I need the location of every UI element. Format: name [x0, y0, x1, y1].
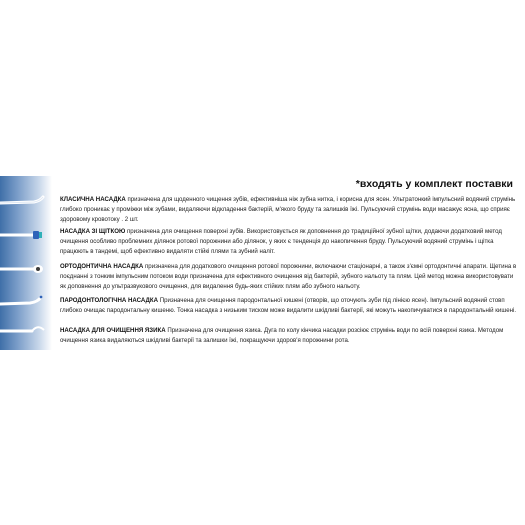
nozzle-description-tongue [60, 326, 518, 346]
nozzle-title: ОРТОДОНТИЧНА НАСАДКА [60, 263, 144, 270]
nozzle-title: НАСАДКА ЗІ ЩІТКОЮ [60, 228, 126, 235]
classic-nozzle-icon [0, 193, 46, 209]
nozzle-description-orthodontic [60, 262, 518, 291]
nozzle-text: Призначена для очищення язика. Дуга по колу кінчика насадки розсіює струмінь води по всій поверхні язика. Методом очищення язика видаляються шкідливі бактерії та залишки їжі, покращуючи здоров'я порожнини рота. [60, 327, 504, 344]
tongue-nozzle-icon [0, 322, 46, 338]
nozzle-image-strip [0, 176, 52, 350]
nozzle-text: призначена для додаткового очищення ротової порожнини, включаючи стаціонарні, а також з'ємні ортодонтичні апарати. Щетина в поєднанні з тонким імпульсним потоком води призначена для ефективного очищення від бактерій, зубного нальоту та плям. Цей метод можна використовувати як доповнення до ультразвукового очищення, для видалення будь-яких стійких плям або зубного нальоту. [60, 263, 517, 290]
brush-nozzle-icon [0, 227, 46, 243]
nozzle-description-classic [60, 195, 518, 224]
included-in-kit-note: *входять у комплект поставки [355, 178, 513, 190]
periodontal-nozzle-icon [0, 292, 46, 308]
nozzle-title: НАСАДКА ДЛЯ ОЧИЩЕННЯ ЯЗИКА [60, 327, 166, 334]
nozzle-title: КЛАСИЧНА НАСАДКА [60, 196, 126, 203]
nozzle-description-periodontal [60, 296, 518, 316]
orthodontic-nozzle-icon [0, 260, 46, 276]
nozzle-text: Призначена для очищення пародонтальної кишені (отворів, що оточують зуби під лінією ясен). Імпульсний водяний стовп глибоко очищає пародонтальну кишеню. Тонка насадка з низьким тиском може видалити шкідливі бактерії, які можуть накопичуватися в пародонтальній кишені. [60, 297, 517, 314]
nozzle-text: призначена для очищення поверхні зубів. Використовується як доповнення до традиційної зубної щітки, додаючи додатковий метод очищення особливо проблемних ділянок ротової порожнини або ділянок, у яких є тенденція до накопичення бруду. Пульсуючий водяний струмінь і щітка працюють в тандемі, щоб ефективно видаляти стійкі плями та зубний наліт. [60, 228, 502, 255]
nozzle-text: призначена для щоденного чищення зубів, ефективніша ніж зубна нитка, і корисна для ясен. Ультратонкий імпульсний водяний струмінь глибоко проникає у проміжки між зубами, видаляючи відкладення бактерій, м'якого бруду та залишків їжі. Пульсуючий струмінь води масажує ясна, що сприяє здоровому кровотоку . 2 шт. [60, 196, 516, 223]
nozzle-description-brush [60, 227, 518, 256]
nozzle-title: ПАРОДОНТОЛОГІЧНА НАСАДКА [60, 297, 158, 304]
